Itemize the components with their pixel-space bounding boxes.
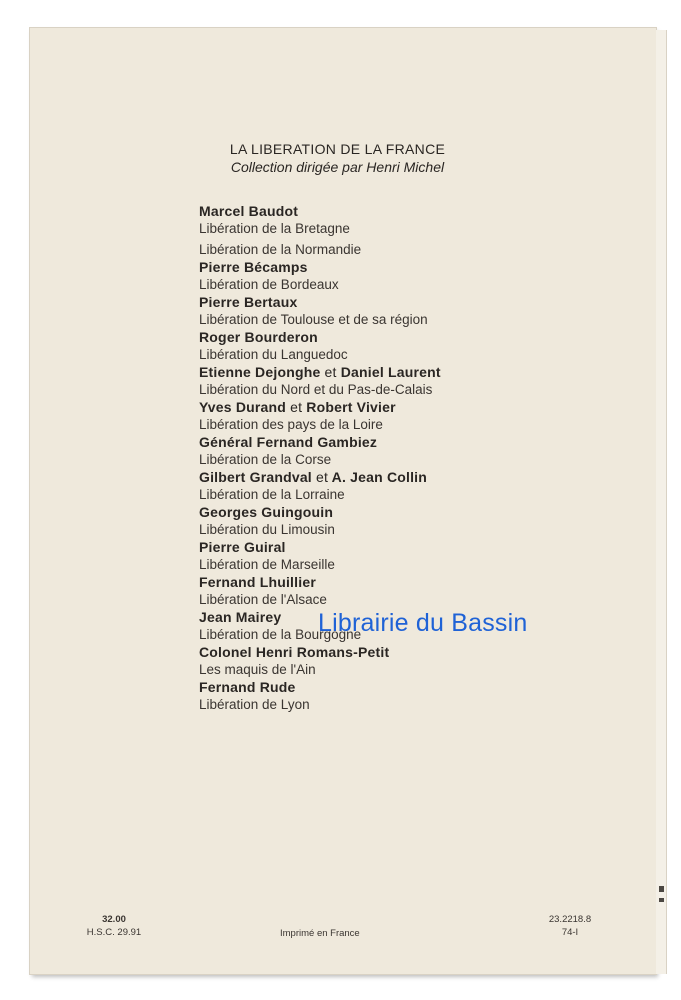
collection-entry [199, 294, 619, 328]
author-part: Georges Guingouin [199, 504, 334, 520]
collection-entry [199, 203, 619, 258]
author-part: Pierre Bécamps [199, 259, 308, 275]
edge-mark [659, 898, 664, 902]
author-name [199, 434, 619, 451]
collection-title: LA LIBERATION DE LA FRANCE [229, 141, 446, 157]
author-joiner: et [316, 469, 329, 485]
author-part: Yves Durand [199, 399, 287, 415]
author-joiner: et [324, 364, 337, 380]
author-part: Fernand Lhuillier [199, 574, 316, 590]
edge-mark [659, 886, 664, 892]
author-part: Roger Bourderon [199, 329, 318, 345]
author-part: Daniel Laurent [340, 364, 441, 380]
footer-isbn-block [530, 913, 610, 939]
collection-entry [199, 504, 619, 538]
book-title: Libération de la Lorraine [199, 487, 345, 502]
collection-entry [199, 329, 619, 363]
book-title: Libération du Nord et du Pas-de-Calais [199, 382, 433, 397]
author-name [199, 399, 619, 416]
author-part: Gilbert Grandval [199, 469, 312, 485]
book-title: Libération du Languedoc [199, 347, 348, 362]
collection-entry [199, 399, 619, 433]
watermark: Librairie du Bassin [318, 609, 528, 637]
author-part: Pierre Guiral [199, 539, 286, 555]
author-part: Fernand Rude [199, 679, 296, 695]
book-title: Les maquis de l'Ain [199, 662, 316, 677]
author-name [199, 469, 619, 486]
collection-entry [199, 434, 619, 468]
author-name [199, 203, 619, 220]
collection-entry [199, 574, 619, 608]
price: 32.00 [102, 914, 126, 925]
collection-entry [199, 469, 619, 503]
author-part: Général Fernand Gambiez [199, 434, 378, 450]
book-title: Libération de l'Alsace [199, 592, 327, 607]
book-title: Libération des pays de la Loire [199, 417, 383, 432]
author-name [199, 259, 619, 276]
author-name [199, 504, 619, 521]
book-title: Libération de la Corse [199, 452, 332, 467]
book-title: Libération de la Normandie [199, 242, 362, 257]
collection-entry [199, 364, 619, 398]
publisher-code: H.S.C. 29.91 [86, 927, 142, 938]
isbn: 23.2218.8 [548, 914, 592, 925]
author-name [199, 679, 619, 696]
author-name [199, 644, 619, 661]
author-part: Pierre Bertaux [199, 294, 298, 310]
collection-subtitle: Collection dirigée par Henri Michel [230, 159, 445, 175]
author-name [199, 539, 619, 556]
author-part: A. Jean Collin [331, 469, 428, 485]
edition-code: 74-I [561, 927, 579, 938]
author-name [199, 329, 619, 346]
book-title: Libération de Bordeaux [199, 277, 339, 292]
author-part: Jean Mairey [199, 609, 282, 625]
footer-price-block [82, 913, 146, 939]
author-part: Marcel Baudot [199, 203, 299, 219]
author-part: Colonel Henri Romans-Petit [199, 644, 390, 660]
author-name [199, 574, 619, 591]
book-title: Libération du Limousin [199, 522, 335, 537]
collection-entry [199, 644, 619, 678]
collection-entry [199, 679, 619, 713]
author-joiner: et [290, 399, 303, 415]
collection-entry [199, 259, 619, 293]
book-title: Libération de Lyon [199, 697, 310, 712]
collection-entry [199, 539, 619, 573]
author-name [199, 294, 619, 311]
book-title: Libération de la Bourgogne [199, 627, 362, 642]
book-title: Libération de Toulouse et de sa région [199, 312, 428, 327]
printed-in: Imprimé en France [280, 928, 360, 939]
book-title: Libération de Marseille [199, 557, 335, 572]
collection-header [0, 140, 681, 176]
author-part: Robert Vivier [306, 399, 396, 415]
book-title: Libération de la Bretagne [199, 221, 350, 236]
author-part: Etienne Dejonghe [199, 364, 321, 380]
author-name [199, 364, 619, 381]
